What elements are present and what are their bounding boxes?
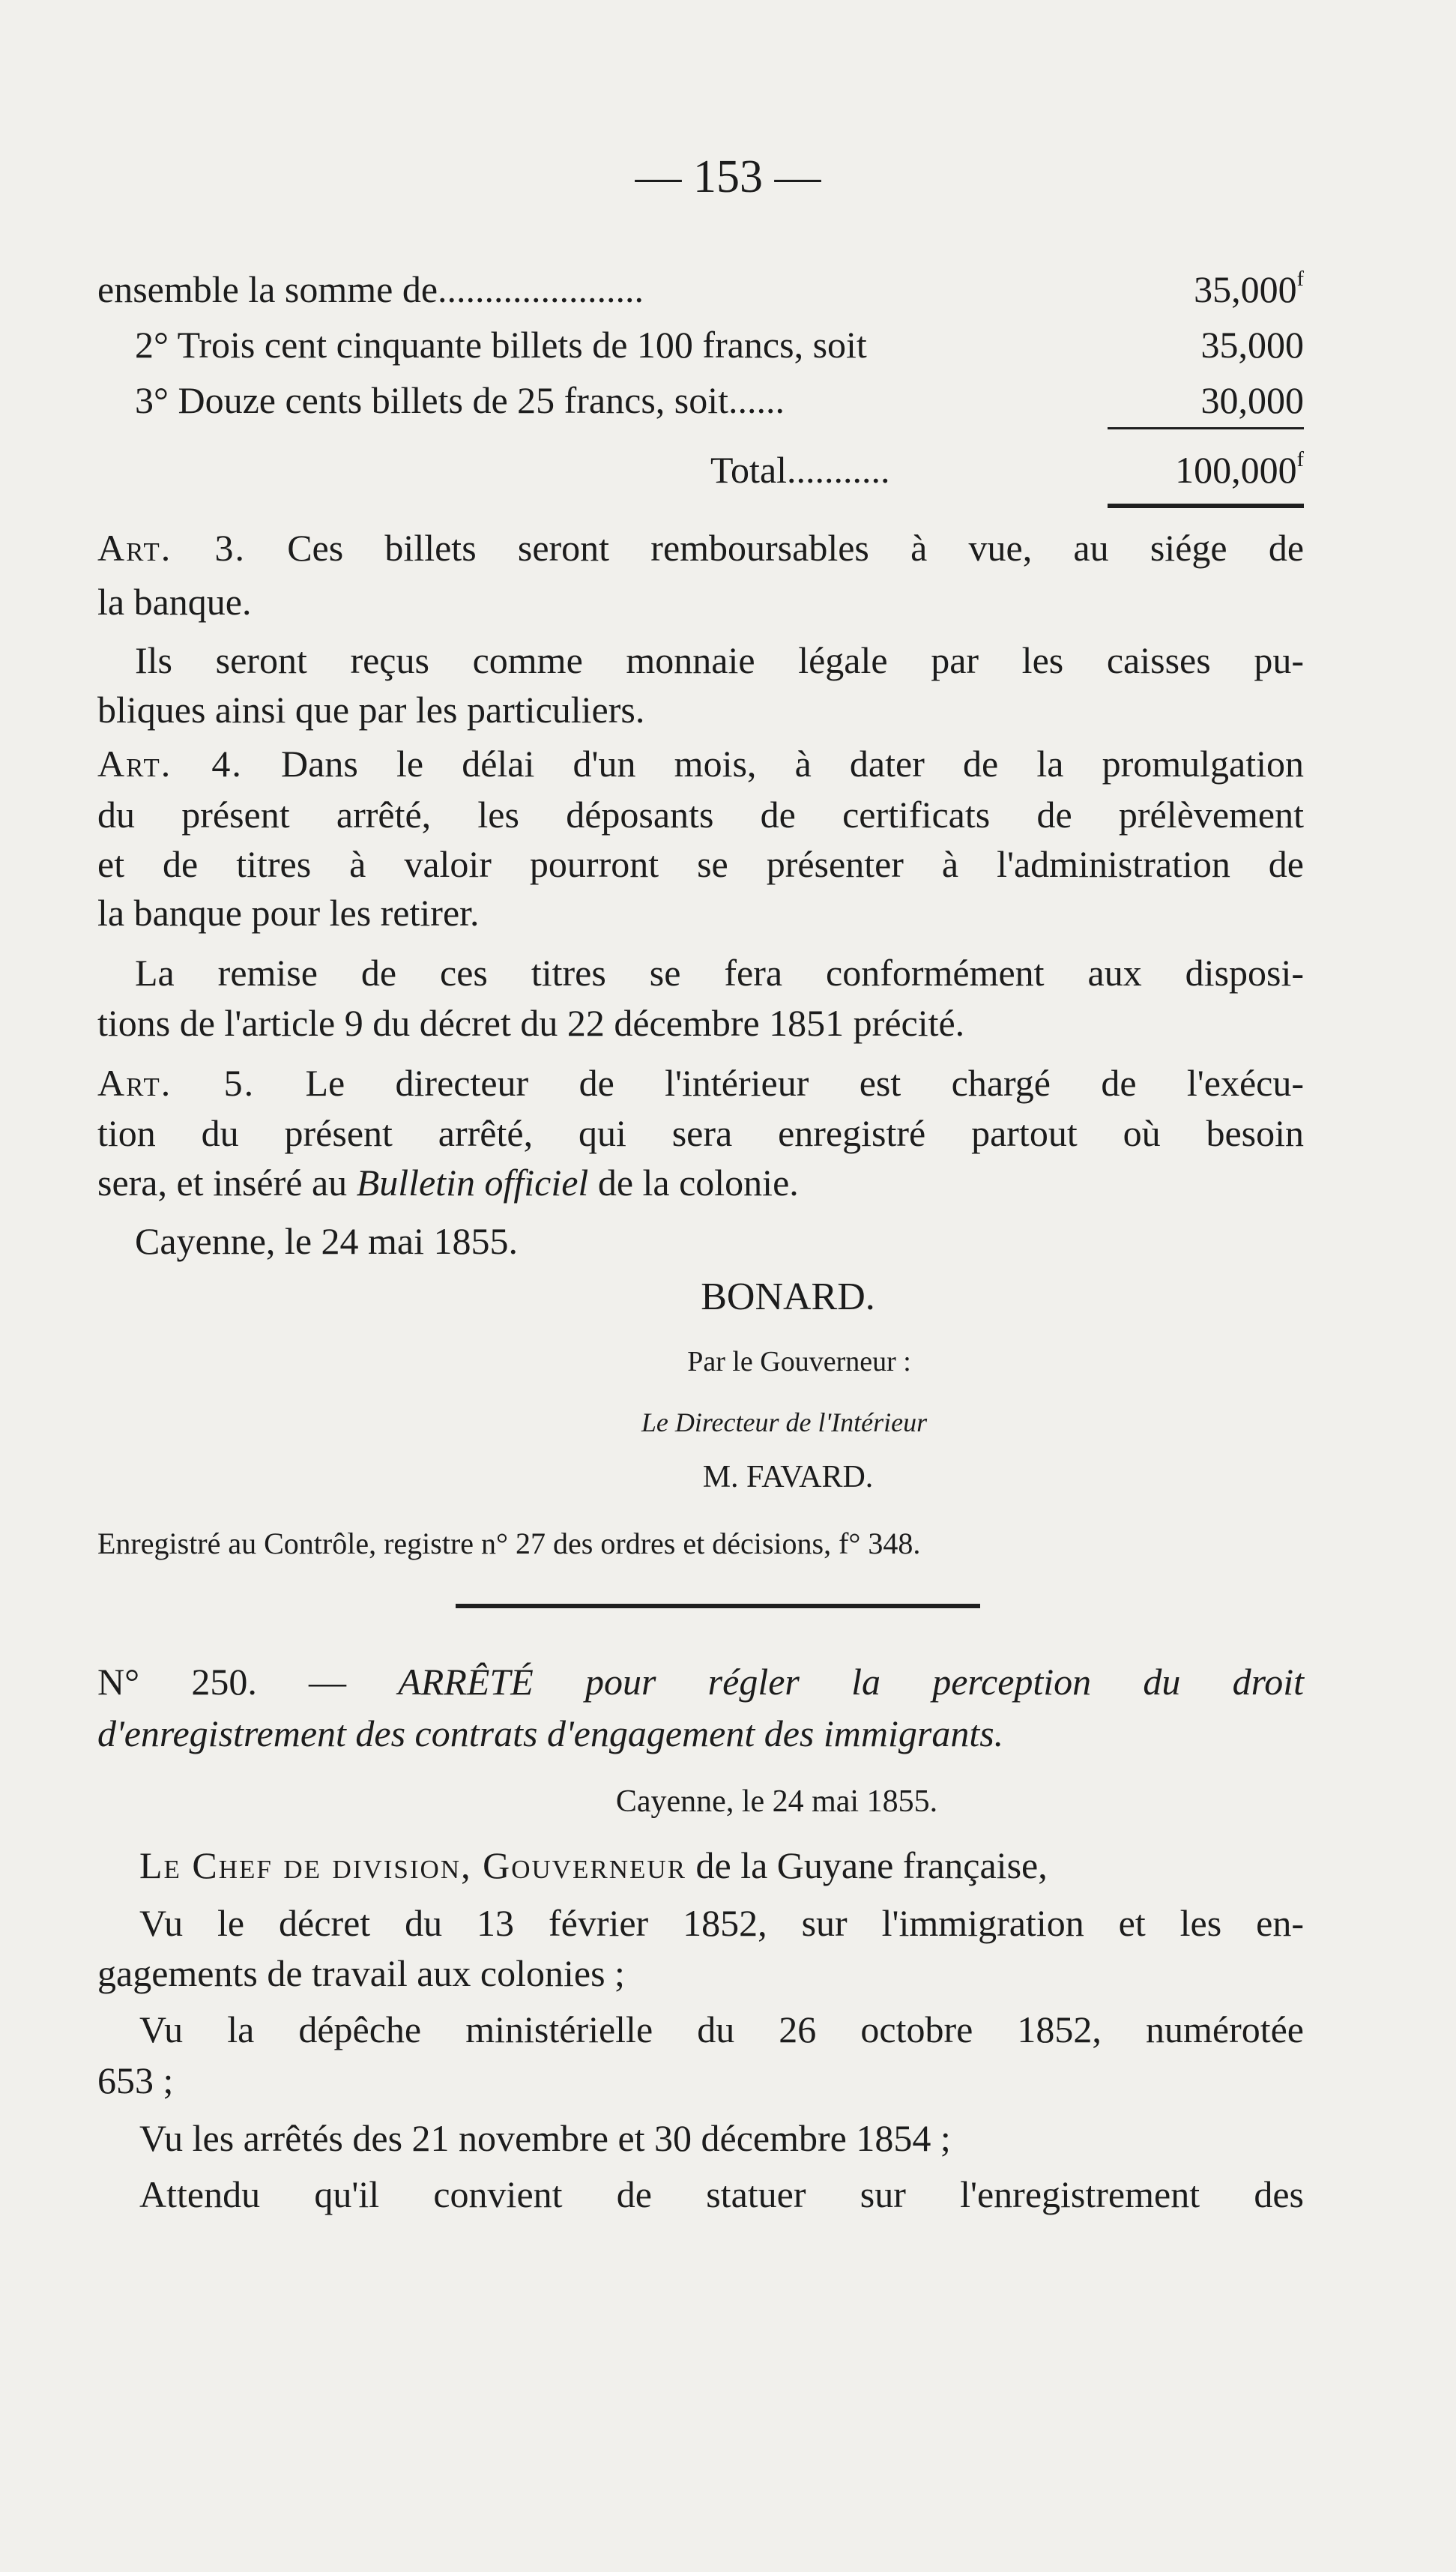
summary-total: [97, 448, 1304, 493]
vu-1-line-2: gagements de travail aux colonies ;: [97, 1952, 625, 1994]
art3-line-2: la banque.: [97, 581, 252, 623]
signer-name: BONARD.: [701, 1276, 875, 1318]
article-label: Art. 5.: [97, 1062, 256, 1104]
decree-date: Cayenne, le 24 mai 1855.: [615, 1784, 938, 1819]
sum-rule: [1108, 427, 1304, 429]
attendu-line: Attendu qu'il convient de statuer sur l'enregistrement des: [139, 2173, 1304, 2215]
director-name: M. FAVARD.: [702, 1460, 874, 1494]
summary-value: 35,000$^f$: [1194, 268, 1304, 310]
vu-2-line-1: Vu la dépêche ministérielle du 26 octobre 1852, numérotée: [139, 2008, 1304, 2050]
registration-note: Enregistré au Contrôle, registre n° 27 des ordres et décisions, f° 348.: [97, 1527, 921, 1560]
summary-line-1: [97, 268, 1304, 313]
decree-title-line-2: d'enregistrement des contrats d'engagement des immigrants.: [97, 1712, 1004, 1754]
art4-p2-line-2: tions de l'article 9 du décret du 22 décembre 1851 précité.: [97, 1002, 965, 1044]
art4-line-3: et de titres à valoir pourront se présenter à l'administration de: [97, 843, 1304, 885]
summary-line-3: [97, 378, 1304, 423]
art5-line-3: sera, et inséré au Bulletin officiel de la colonie.: [97, 1162, 799, 1204]
section-divider: [456, 1604, 980, 1608]
article-label: Art. 3.: [97, 527, 246, 569]
vu-2-line-2: 653 ;: [97, 2059, 174, 2101]
total-rule: [1108, 504, 1304, 508]
decree-number: N° 250. —: [97, 1661, 347, 1703]
art4-p2-line-1: La remise de ces titres se fera conformément aux disposi-: [135, 952, 1304, 994]
art3-p2-line-1: Ils seront reçus comme monnaie légale par les caisses pu-: [135, 639, 1304, 681]
art4-line-2: du présent arrêté, les déposants de certificats de prélèvement: [97, 794, 1304, 836]
decree-preamble: Le Chef de division, Gouverneur de la Guyane française,: [139, 1844, 1048, 1886]
summary-value: 35,000: [1200, 324, 1304, 366]
summary-value: 30,000: [1200, 379, 1304, 421]
place-date: Cayenne, le 24 mai 1855.: [135, 1220, 518, 1262]
summary-label: ensemble la somme de......................: [97, 268, 644, 310]
summary-label: 2° Trois cent cinquante billets de 100 francs, soit: [135, 324, 867, 366]
summary-line-2: [97, 323, 1304, 368]
article-label: Art. 4.: [97, 743, 243, 785]
art4-line-4: la banque pour les retirer.: [97, 892, 480, 934]
art3-p2-line-2: bliques ainsi que par les particuliers.: [97, 689, 645, 731]
page-number: — 153 —: [635, 151, 821, 202]
art4-line-1: Art. 4. Dans le délai d'un mois, à dater de la promulgation: [97, 743, 1304, 785]
decree-title-line-1: N° 250. — ARRÊTÉ pour régler la perception du droit: [97, 1661, 1304, 1703]
by-governor: Par le Gouverneur :: [687, 1346, 911, 1377]
total-value: 100,000$^f$: [1175, 448, 1304, 491]
vu-3: Vu les arrêtés des 21 novembre et 30 décembre 1854 ;: [139, 2117, 951, 2159]
director-title: Le Directeur de l'Intérieur: [641, 1407, 928, 1437]
art5-line-1: Art. 5. Le directeur de l'intérieur est chargé de l'exécu-: [97, 1062, 1304, 1104]
vu-1-line-1: Vu le décret du 13 février 1852, sur l'immigration et les en-: [139, 1902, 1304, 1944]
summary-label: 3° Douze cents billets de 25 francs, soit......: [135, 379, 785, 421]
art3-line-1: Art. 3. Ces billets seront remboursables à vue, au siége de: [97, 527, 1305, 569]
total-label: Total...........: [710, 449, 890, 491]
art5-line-2: tion du présent arrêté, qui sera enregistré partout où besoin: [97, 1112, 1304, 1154]
